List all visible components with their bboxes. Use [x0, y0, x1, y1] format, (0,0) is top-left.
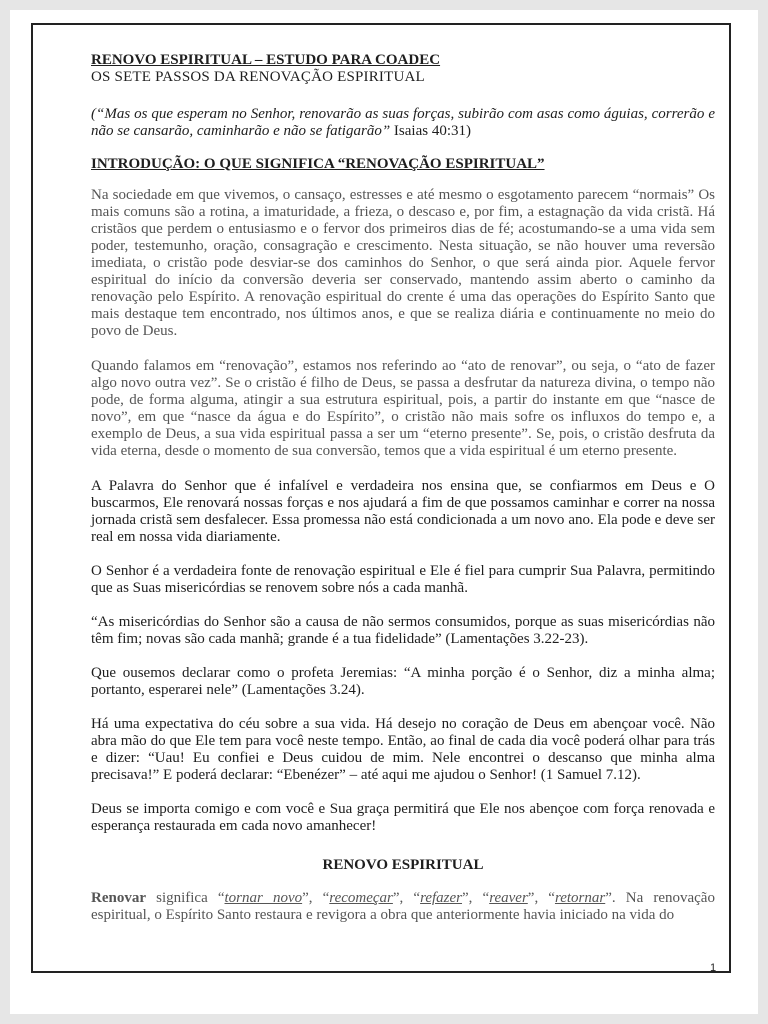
document-title: OS SETE PASSOS DA RENOVAÇÃO ESPIRITUAL [91, 69, 425, 85]
term-refazer: refazer [420, 890, 463, 906]
intro-heading: INTRODUÇÃO: O QUE SIGNIFICA “RENOVAÇÃO ESPIRITUAL” [91, 156, 545, 172]
page-number: 1 [710, 962, 717, 974]
term-reaver: reaver [489, 890, 528, 906]
term-retornar: retornar [554, 890, 606, 906]
paragraph-1: Na sociedade em que vivemos, o cansaço, estresses e até mesmo o esgotamento parecem “normais” Os mais comuns são a rotina, a imaturidade, a frieza, o descaso e, por fim, a estagnação da vida cristã. Há cristãos que perdem o entusiasmo e o fervor dos primeiros dias de fé; acostumando-se a uma vida sem poder, testemunho, oração, consagração e crescimento. Nesta situação, se não houver uma reversão imediata, o cristão pode desviar-se dos caminhos do Senhor, o que será ainda pior. Aquele fervor espiritual do início da conversão deveria ser conservado, mantendo assim aberto o caminho da renovação pelo Espírito. A renovação espiritual do crente é uma das operações do Espírito Santo que mais destaque tem encontrado, nos últimos anos, e que se realiza diária e continuamente no meio do povo de Deus. [91, 187, 715, 339]
paragraph-4: O Senhor é a verdadeira fonte de renovação espiritual e Ele é fiel para cumprir Sua Palavra, permitindo que as Suas misericórdias se renovem sobre nós a cada manhã. [91, 563, 715, 596]
paragraph-7: Há uma expectativa do céu sobre a sua vida. Há desejo no coração de Deus em abençoar você. Não abra mão do que Ele tem para você neste tempo. Então, ao final de cada dia você poderá olhar para trás e dizer: “Uau! Eu confiei e Deus cuidou de mim. Nele encontrei o descanso que minha alma precisava!” E poderá declarar: “Ebenézer” – até aqui me ajudou o Senhor! (1 Samuel 7.12). [91, 716, 715, 783]
paragraph-2: Quando falamos em “renovação”, estamos nos referindo ao “ato de renovar”, ou seja, o “ato de fazer algo novo outra vez”. Se o cristão é filho de Deus, se passa a desfrutar da natureza divina, o tempo não pode, de forma alguma, atingir a sua estrutura espiritual, pois, a partir do instante em que “nasce de novo”, em que “nasce da água e do Espírito”, o cristão não mais sofre os influxos do tempo e, a exemplo de Deus, a sua vida espiritual passa a ser um “eterno presente”. Se, pois, o cristão desfruta da vida eterna, desde o momento de sua conversão, temos que a vida espiritual é um eterno presente. [91, 358, 715, 459]
document-body [91, 52, 715, 924]
paragraph-5: “As misericórdias do Senhor são a causa de não sermos consumidos, porque as suas misericórdias não têm fim; novas são cada manhã; grande é a tua fidelidade” (Lamentações 3.22-23). [91, 614, 715, 647]
epigraph-reference: Isaias 40:31) [390, 123, 471, 139]
document-page [10, 10, 758, 1014]
epigraph-text: (“Mas os que esperam no Senhor, renovarão as suas forças, subirão com asas como águias, correrão e não se cansarão, caminharão e não se fatigarão” [91, 106, 715, 139]
term-tornar-novo: tornar novo [224, 890, 303, 906]
paragraph-8: Deus se importa comigo e com você e Sua graça permitirá que Ele nos abençoe com força renovada e esperança restaurada em cada novo amanhecer! [91, 801, 715, 834]
paragraph-3: A Palavra do Senhor que é infalível e verdadeira nos ensina que, se confiarmos em Deus e O buscarmos, Ele renovará nossas forças e nos ajudará a fim de que possamos caminhar e correr na nossa jornada cristã sem desfalecer. Essa promessa não está condicionada a um novo ano. Ela pode e deve ser real em nossa vida diariamente. [91, 478, 715, 545]
renovar-term: Renovar [91, 890, 146, 906]
sub-heading: RENOVO ESPIRITUAL [322, 857, 484, 873]
paragraph-6: Que ousemos declarar como o profeta Jeremias: “A minha porção é o Senhor, diz a minha alma; portanto, esperarei nele” (Lamentações 3.24). [91, 665, 715, 698]
paragraph-renovar: Renovar significa “tornar novo”, “recomeçar”, “refazer”, “reaver”, “retornar”. Na renovação espiritual, o Espírito Santo restaura e revigora a obra que anteriormente havia iniciado na vida do [91, 890, 715, 923]
epigraph [91, 106, 715, 140]
term-recomecar: recomeçar [329, 890, 393, 906]
document-header: RENOVO ESPIRITUAL – ESTUDO PARA COADEC [91, 52, 441, 68]
